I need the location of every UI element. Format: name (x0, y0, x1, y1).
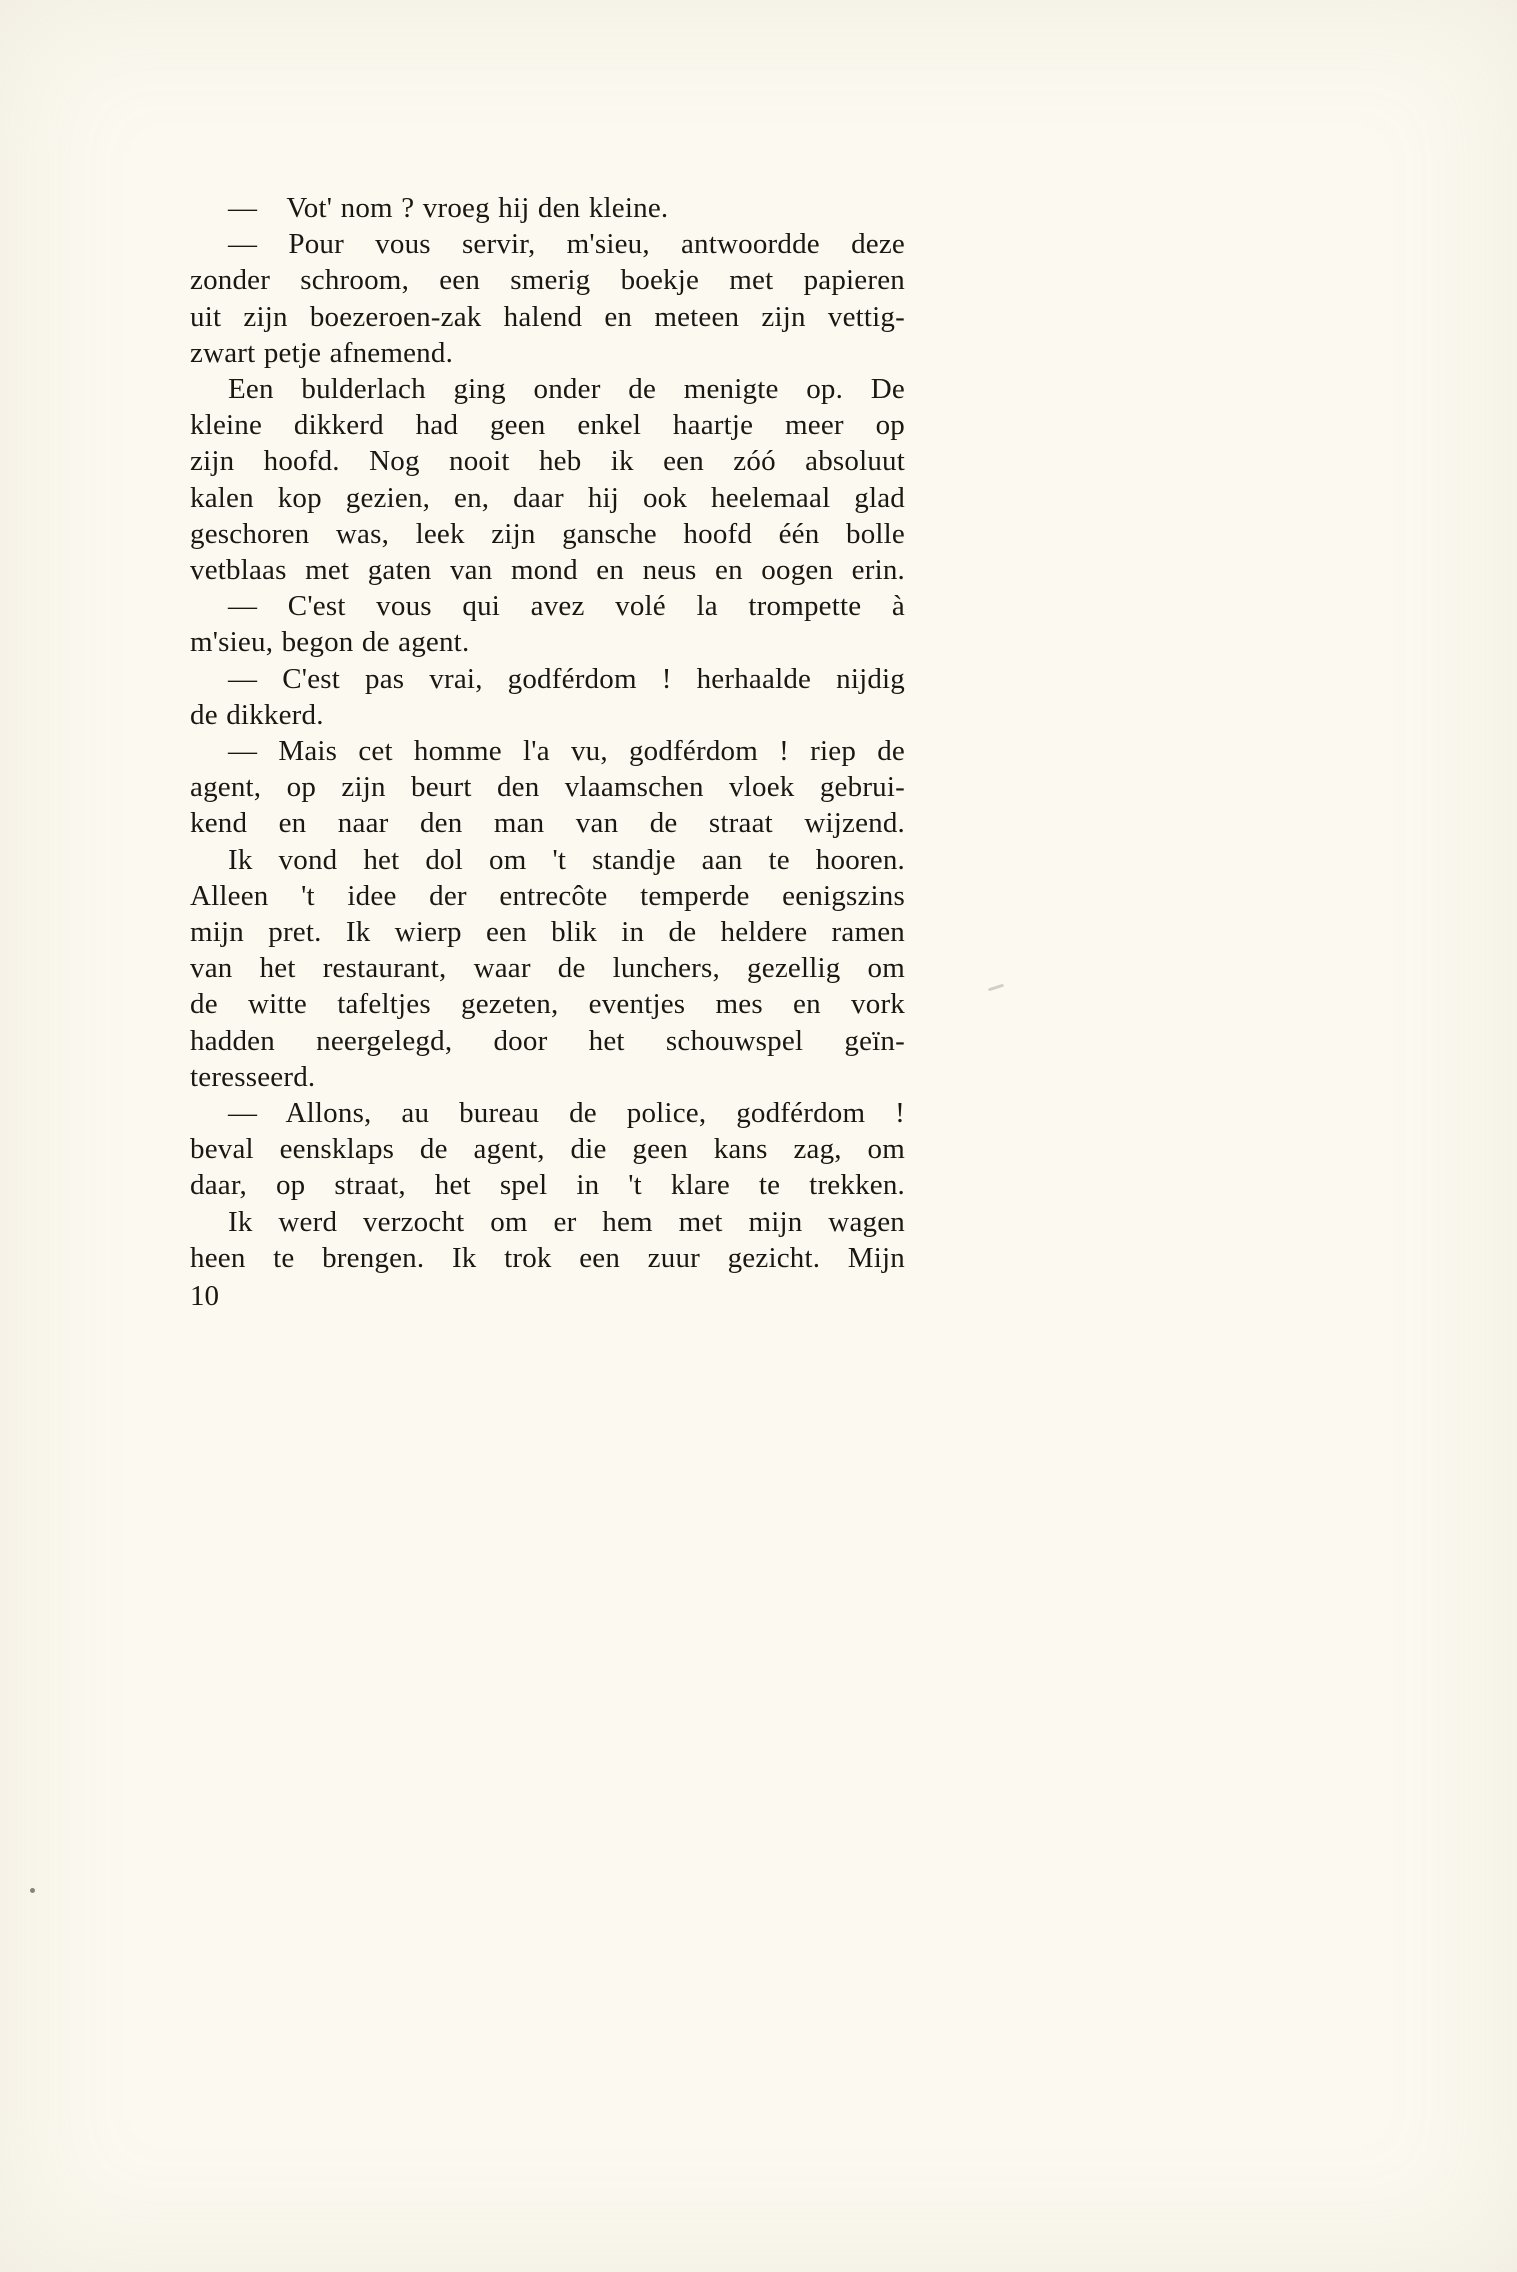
text-line: Alleen 't idee der entrecôte temperde eenigszins (190, 879, 905, 912)
text-line: m'sieu, begon de agent. (190, 626, 470, 659)
text-line: Ik werd verzocht om er hem met mijn wagen (228, 1205, 905, 1238)
text-line: — Vot' nom ? vroeg hij den kleine. (228, 192, 669, 224)
text-line: heen te brengen. Ik trok een zuur gezicht. Mijn (190, 1241, 905, 1274)
text-line: — Mais cet homme l'a vu, godférdom ! riep de (228, 735, 905, 768)
text-line: kleine dikkerd had geen enkel haartje meer op (190, 409, 905, 442)
text-line: agent, op zijn beurt den vlaamschen vloek gebrui- (190, 771, 905, 804)
text-line: mijn pret. Ik wierp een blik in de heldere ramen (190, 916, 905, 949)
text-line: kalen kop gezien, en, daar hij ook heelemaal glad (190, 481, 905, 514)
text-line: geschoren was, leek zijn gansche hoofd één bolle (190, 517, 905, 550)
text-line: — C'est vous qui avez volé la trompette à (228, 590, 905, 623)
text-line: Een bulderlach ging onder de menigte op. De (228, 373, 905, 406)
text-line: zwart petje afnemend. (190, 336, 454, 369)
scan-speck (30, 1888, 35, 1893)
text-line: — Pour vous servir, m'sieu, antwoordde deze (228, 228, 905, 261)
text-line: — Allons, au bureau de police, godférdom ! (228, 1097, 905, 1130)
text-line: — C'est pas vrai, godférdom ! herhaalde nijdig (228, 662, 905, 695)
scan-smudge (988, 984, 1004, 992)
text-line: daar, op straat, het spel in 't klare te trekken. (190, 1169, 905, 1202)
text-line: van het restaurant, waar de lunchers, gezellig om (190, 952, 905, 985)
text-line: teresseerd. (190, 1060, 316, 1093)
text-line: vetblaas met gaten van mond en neus en oogen erin. (190, 554, 905, 587)
text-line: uit zijn boezeroen-zak halend en meteen zijn vettig- (190, 300, 905, 333)
text-line: beval eensklaps de agent, die geen kans zag, om (190, 1133, 905, 1166)
page-number: 10 (190, 1280, 219, 1312)
text-line: Ik vond het dol om 't standje aan te hooren. (228, 843, 905, 876)
text-block (190, 190, 905, 1276)
text-line: de witte tafeltjes gezeten, eventjes mes en vork (190, 988, 905, 1021)
text-line: hadden neergelegd, door het schouwspel geïn- (190, 1024, 905, 1057)
text-line: zonder schroom, een smerig boekje met papieren (190, 264, 905, 297)
text-line: kend en naar den man van de straat wijzend. (190, 807, 905, 840)
text-line: de dikkerd. (190, 698, 324, 731)
text-line: zijn hoofd. Nog nooit heb ik een zóó absoluut (190, 445, 905, 478)
